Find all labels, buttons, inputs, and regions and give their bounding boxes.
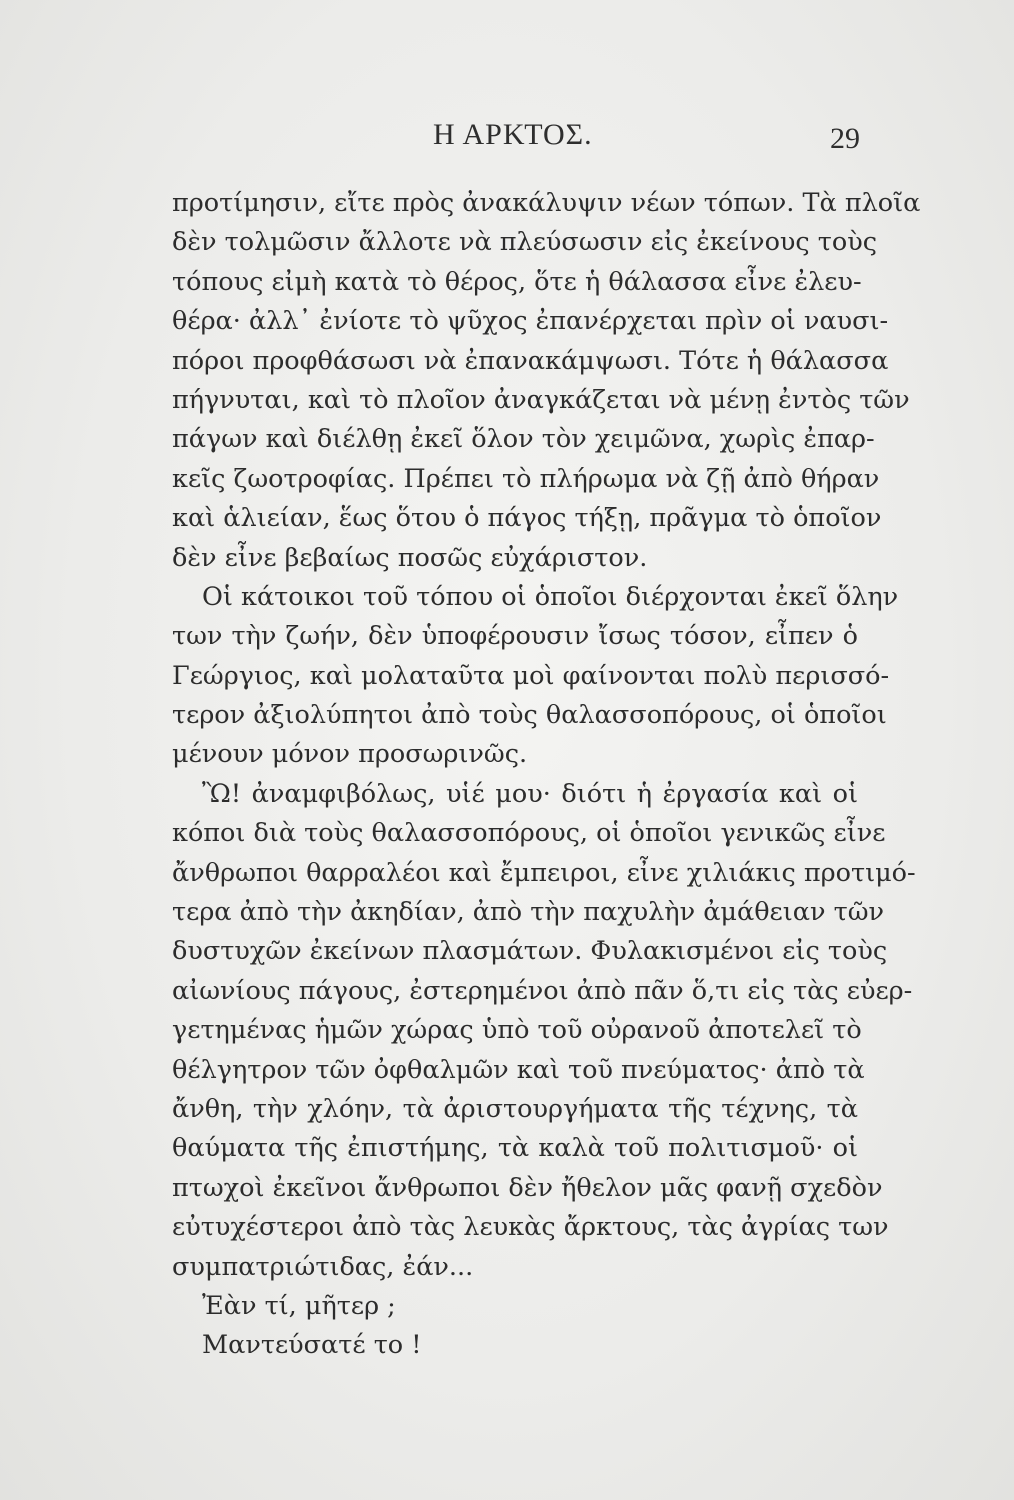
text-line: πόροι προφθάσωσι νὰ ἐπανακάμψωσι. Τότε ἡ θάλασσα	[172, 345, 889, 376]
text-line: ἄνθρωποι θαρραλέοι καὶ ἔμπειροι, εἶνε χιλιάκις προτιμό-	[172, 857, 916, 888]
text-line: των τὴν ζωήν, δὲν ὑποφέρουσιν ἴσως τόσον, εἶπεν ὁ	[172, 621, 858, 652]
text-line: συμπατριώτιδας, ἐάν...	[172, 1251, 474, 1282]
text-line: τόπους εἰμὴ κατὰ τὸ θέρος, ὅτε ἡ θάλασσα εἶνε ἐλευ-	[172, 266, 862, 297]
text-line: κεῖς ζωοτροφίας. Πρέπει τὸ πλήρωμα νὰ ζῇ ἀπὸ θήραν	[172, 463, 880, 494]
text-line: εὐτυχέστεροι ἀπὸ τὰς λευκὰς ἄρκτους, τὰς ἀγρίας των	[172, 1212, 889, 1243]
text-line: προτίμησιν, εἴτε πρὸς ἀνακάλυψιν νέων τόπων. Τὰ πλοῖα	[172, 188, 921, 218]
text-line: Ἐὰν τί, μῆτερ ;	[202, 1290, 396, 1321]
text-line: πήγνυται, καὶ τὸ πλοῖον ἀναγκάζεται νὰ μένῃ ἐντὸς τῶν	[172, 384, 910, 415]
text-line: αἰωνίους πάγους, ἐστερημένοι ἀπὸ πᾶν ὅ,τι εἰς τὰς εὐερ-	[172, 975, 913, 1006]
text-line: κόποι διὰ τοὺς θαλασσοπόρους, οἱ ὁποῖοι γενικῶς εἶνε	[172, 818, 886, 849]
running-title: Η ΑΡΚΤΟΣ.	[433, 118, 593, 151]
page-header	[150, 112, 860, 162]
page-number: 29	[830, 122, 860, 155]
text-line: μένουν μόνον προσωρινῶς.	[172, 739, 528, 770]
text-line: Οἱ κάτοικοι τοῦ τόπου οἱ ὁποῖοι διέρχονται ἐκεῖ ὅλην	[202, 581, 899, 612]
text-line: καὶ ἁλιείαν, ἕως ὅτου ὁ πάγος τήξῃ, πρᾶγμα τὸ ὁποῖον	[172, 503, 882, 534]
text-line: θαύματα τῆς ἐπιστήμης, τὰ καλὰ τοῦ πολιτισμοῦ· οἱ	[172, 1133, 858, 1164]
text-line: θέλγητρον τῶν ὀφθαλμῶν καὶ τοῦ πνεύματος· ἀπὸ τὰ	[172, 1054, 865, 1085]
text-line: δὲν εἶνε βεβαίως ποσῶς εὐχάριστον.	[172, 542, 648, 573]
text-line: Μαντεύσατέ το !	[202, 1330, 422, 1361]
body-text	[172, 184, 921, 1366]
text-line: θέρα· ἀλλ᾽ ἐνίοτε τὸ ψῦχος ἐπανέρχεται πρὶν οἱ ναυσι-	[172, 306, 889, 337]
text-line: ἄνθη, τὴν χλόην, τὰ ἀριστουργήματα τῆς τέχνης, τὰ	[172, 1093, 858, 1124]
text-line: τερον ἀξιολύπητοι ἀπὸ τοὺς θαλασσοπόρους, οἱ ὁποῖοι	[172, 700, 887, 731]
text-line: πάγων καὶ διέλθῃ ἐκεῖ ὅλον τὸν χειμῶνα, χωρὶς ἐπαρ-	[172, 424, 875, 455]
text-line: δυστυχῶν ἐκείνων πλασμάτων. Φυλακισμένοι εἰς τοὺς	[172, 936, 888, 967]
text-line: τερα ἀπὸ τὴν ἀκηδίαν, ἀπὸ τὴν παχυλὴν ἀμάθειαν τῶν	[172, 897, 884, 928]
text-line: πτωχοὶ ἐκεῖνοι ἄνθρωποι δὲν ἤθελον μᾶς φανῇ σχεδὸν	[172, 1172, 883, 1203]
text-line: Ὢ! ἀναμφιβόλως, υἱέ μου· διότι ἡ ἐργασία καὶ οἱ	[202, 778, 858, 809]
text-line: Γεώργιος, καὶ μολαταῦτα μοὶ φαίνονται πολὺ περισσό-	[172, 660, 890, 691]
text-line: γετημένας ἡμῶν χώρας ὑπὸ τοῦ οὐρανοῦ ἀποτελεῖ τὸ	[172, 1015, 862, 1046]
text-line: δὲν τολμῶσιν ἄλλοτε νὰ πλεύσωσιν εἰς ἐκείνους τοὺς	[172, 227, 878, 258]
